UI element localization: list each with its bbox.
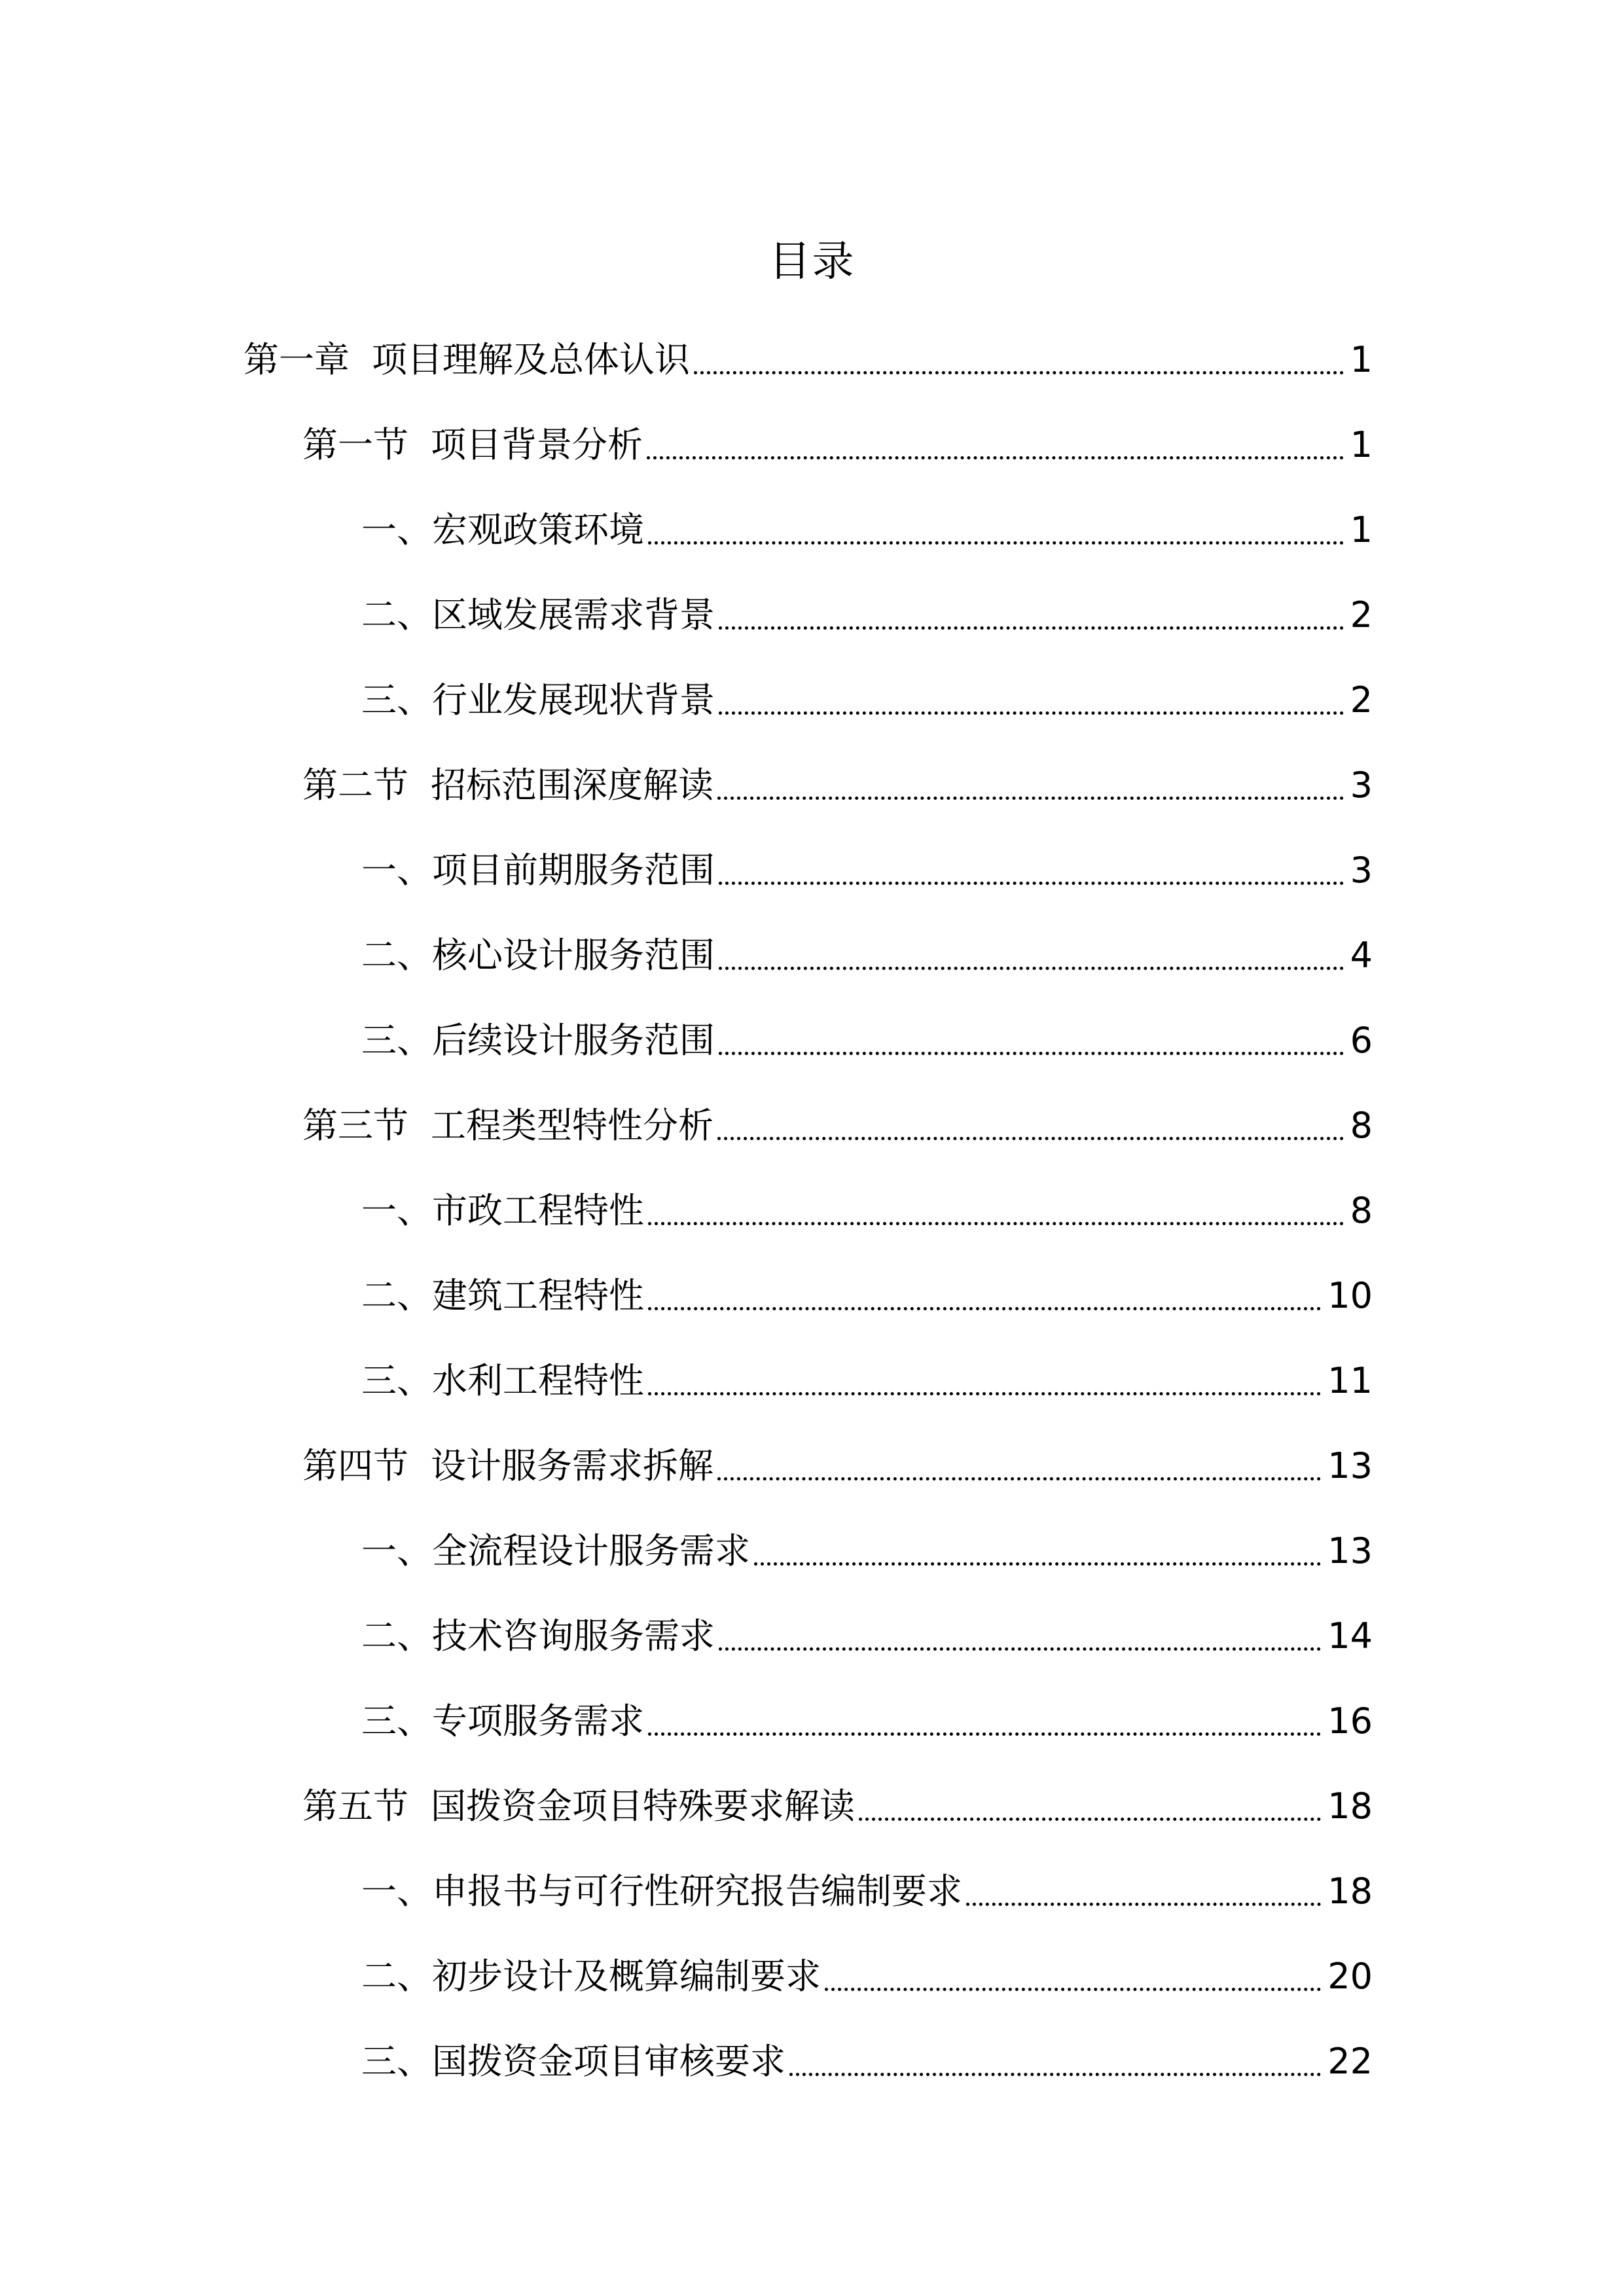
toc-entry-text: 初步设计及概算编制要求 xyxy=(432,1956,821,1997)
toc-entry-prefix: 三、 xyxy=(361,1360,432,1401)
toc-entry-text: 项目前期服务范围 xyxy=(432,850,715,891)
toc-entry-prefix: 二、 xyxy=(361,1275,432,1316)
toc-entry-section[interactable] xyxy=(302,419,1373,471)
toc-entry-text: 后续设计服务范围 xyxy=(432,1020,715,1061)
toc-entry-page: 4 xyxy=(1350,935,1373,976)
toc-entry-page: 13 xyxy=(1327,1530,1373,1571)
toc-entry-subsection[interactable] xyxy=(361,504,1373,556)
toc-entry-text: 项目理解及总体认识 xyxy=(372,339,690,380)
toc-entry-text: 国拨资金项目审核要求 xyxy=(432,2041,785,2082)
dot-leader xyxy=(719,711,1344,715)
toc-entry-page: 18 xyxy=(1327,1785,1373,1827)
toc-entry-page: 16 xyxy=(1327,1700,1373,1742)
toc-entry-text: 核心设计服务范围 xyxy=(432,935,715,976)
toc-entry-chapter[interactable] xyxy=(244,334,1373,386)
dot-leader xyxy=(648,1307,1321,1310)
toc-entry-page: 10 xyxy=(1327,1275,1373,1316)
toc-entry-page: 1 xyxy=(1350,339,1373,380)
toc-entry-subsection[interactable] xyxy=(361,1355,1373,1407)
dot-leader xyxy=(717,1477,1321,1480)
toc-entry-prefix: 第五节 xyxy=(302,1785,408,1827)
toc-entry-text: 行业发展现状背景 xyxy=(432,679,715,721)
toc-entry-text: 市政工程特性 xyxy=(432,1190,644,1231)
toc-entry-page: 1 xyxy=(1350,509,1373,550)
toc-entry-page: 18 xyxy=(1327,1871,1373,1912)
toc-entry-section[interactable] xyxy=(302,759,1373,812)
toc-entry-subsection[interactable] xyxy=(361,589,1373,641)
toc-entry-text: 技术咨询服务需求 xyxy=(432,1615,715,1657)
dot-leader xyxy=(719,626,1344,630)
toc-entry-prefix: 二、 xyxy=(361,1956,432,1997)
toc-entry-prefix: 二、 xyxy=(361,935,432,976)
toc-entry-section[interactable] xyxy=(302,1100,1373,1152)
toc-entry-prefix: 一、 xyxy=(361,850,432,891)
toc-entry-prefix: 三、 xyxy=(361,1700,432,1742)
toc-entry-section[interactable] xyxy=(302,1440,1373,1492)
toc-entry-page: 2 xyxy=(1350,679,1373,721)
toc-entry-subsection[interactable] xyxy=(361,2036,1373,2088)
toc-entry-prefix: 三、 xyxy=(361,1020,432,1061)
dot-leader xyxy=(648,1222,1344,1225)
toc-entry-text: 项目背景分析 xyxy=(431,424,643,465)
toc-entry-prefix: 一、 xyxy=(361,509,432,550)
toc-entry-subsection[interactable] xyxy=(361,1695,1373,1748)
toc-entry-text: 设计服务需求拆解 xyxy=(431,1445,713,1486)
dot-leader xyxy=(648,1392,1321,1395)
toc-entry-text: 宏观政策环境 xyxy=(432,509,644,550)
dot-leader xyxy=(719,1052,1344,1055)
toc-entry-page: 3 xyxy=(1350,850,1373,891)
toc-entry-page: 1 xyxy=(1350,424,1373,465)
toc-entry-subsection[interactable] xyxy=(361,1525,1373,1577)
toc-entry-page: 22 xyxy=(1327,2041,1373,2082)
toc-entry-prefix: 一、 xyxy=(361,1190,432,1231)
dot-leader xyxy=(754,1562,1321,1566)
toc-entry-subsection[interactable] xyxy=(361,929,1373,982)
dot-leader xyxy=(789,2073,1321,2076)
toc-entry-prefix: 第一章 xyxy=(244,339,350,380)
toc-entry-subsection[interactable] xyxy=(361,1950,1373,2003)
dot-leader xyxy=(717,1137,1344,1140)
toc-entry-text: 国拨资金项目特殊要求解读 xyxy=(431,1785,855,1827)
toc-entry-text: 专项服务需求 xyxy=(432,1700,644,1742)
dot-leader xyxy=(717,797,1344,800)
toc-entry-subsection[interactable] xyxy=(361,844,1373,897)
toc-entry-page: 13 xyxy=(1327,1445,1373,1486)
toc-entry-page: 2 xyxy=(1350,594,1373,636)
toc-entry-page: 6 xyxy=(1350,1020,1373,1061)
toc-entry-text: 水利工程特性 xyxy=(432,1360,644,1401)
toc-entry-text: 工程类型特性分析 xyxy=(431,1105,713,1146)
toc-entry-subsection[interactable] xyxy=(361,1185,1373,1237)
toc-entry-prefix: 二、 xyxy=(361,1615,432,1657)
dot-leader xyxy=(859,1818,1321,1821)
toc-entry-text: 建筑工程特性 xyxy=(432,1275,644,1316)
toc-entry-prefix: 第四节 xyxy=(302,1445,408,1486)
toc-entry-prefix: 三、 xyxy=(361,2041,432,2082)
toc-title: 目录 xyxy=(768,238,856,286)
dot-leader xyxy=(719,1647,1321,1651)
toc-entry-page: 11 xyxy=(1327,1360,1373,1401)
toc-entry-prefix: 二、 xyxy=(361,594,432,636)
toc-entry-subsection[interactable] xyxy=(361,1610,1373,1662)
toc-entry-section[interactable] xyxy=(302,1780,1373,1833)
toc-entry-subsection[interactable] xyxy=(361,1270,1373,1322)
toc-entry-page: 8 xyxy=(1350,1190,1373,1231)
toc-entry-prefix: 第三节 xyxy=(302,1105,408,1146)
dot-leader xyxy=(719,967,1344,970)
toc-entry-subsection[interactable] xyxy=(361,1865,1373,1918)
toc-entry-text: 区域发展需求背景 xyxy=(432,594,715,636)
dot-leader xyxy=(647,456,1344,459)
toc-entry-prefix: 一、 xyxy=(361,1530,432,1571)
toc-entry-subsection[interactable] xyxy=(361,674,1373,726)
dot-leader xyxy=(648,541,1344,545)
dot-leader xyxy=(719,882,1344,885)
toc-entry-text: 全流程设计服务需求 xyxy=(432,1530,750,1571)
toc-entry-page: 20 xyxy=(1327,1956,1373,1997)
toc-entry-prefix: 一、 xyxy=(361,1871,432,1912)
toc-entry-text: 招标范围深度解读 xyxy=(431,764,713,806)
toc-entry-text: 申报书与可行性研究报告编制要求 xyxy=(432,1871,962,1912)
toc-entry-prefix: 三、 xyxy=(361,679,432,721)
toc-entry-page: 3 xyxy=(1350,764,1373,806)
dot-leader xyxy=(648,1732,1321,1736)
toc-entry-prefix: 第一节 xyxy=(302,424,408,465)
dot-leader xyxy=(966,1903,1321,1906)
toc-entry-prefix: 第二节 xyxy=(302,764,408,806)
toc-entry-page: 14 xyxy=(1327,1615,1373,1657)
toc-entry-page: 8 xyxy=(1350,1105,1373,1146)
toc-entry-subsection[interactable] xyxy=(361,1014,1373,1067)
dot-leader xyxy=(825,1988,1321,1991)
dot-leader xyxy=(694,371,1344,374)
